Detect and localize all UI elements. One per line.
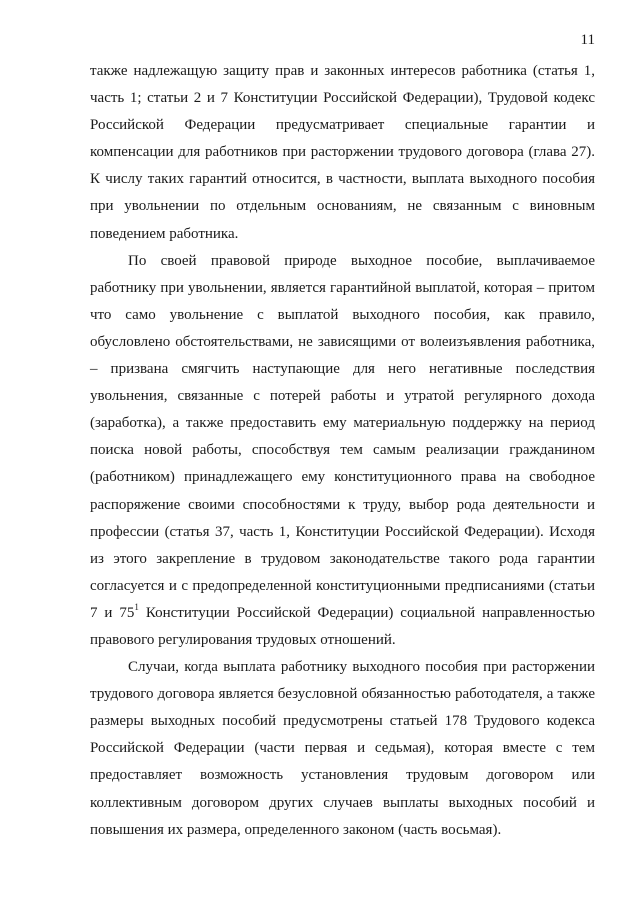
document-body [90,58,595,844]
paragraph-continuation: также надлежащую защиту прав и законных интересов работника (статья 1, часть 1; статьи 2 и 7 Конституции Российской Федерации), Трудовой кодекс Российской Федерации предусматривает специальные гарантии и компенсации для работников при расторжении трудового договора (глава 27). К числу таких гарантий относится, в частности, выплата выходного пособия при увольнении по отдельным основаниям, не связанным с виновным поведением работника. [90,63,595,242]
paragraph-text-part: По своей правовой природе выходное пособие, выплачиваемое работнику при увольнении, является гарантийной выплатой, которая – притом что само увольнение с выплатой выходного пособия, как правило, обусловлено обстоятельствами, не зависящими от волеизъявления работника, – призвана смягчить наступающие для него негативные последствия увольнения, связанные с потерей работы и утратой регулярного дохода (заработка), а также предоставить ему материальную поддержку на период поиска новой работы, способствуя тем самым реализации гражданином (работником) принадлежащего ему конституционного права на свободное распоряжение своими способностями к труду, выбор рода деятельности и профессии (статья 37, часть 1, Конституции Российской Федерации). Исходя из этого закрепление в трудовом законодательстве такого рода гарантии согласуется и с предопределенной конституционными предписаниями (статьи 7 и 75 [90,252,595,621]
paragraph-text-part: Конституции Российской Федерации) социальной направленностью правового регулирования трудовых отношений. [90,604,596,648]
article-superscript: 1 [134,601,139,612]
paragraph-legal-nature [90,248,595,654]
paragraph-cases: Случаи, когда выплата работнику выходного пособия при расторжении трудового договора является безусловной обязанностью работодателя, а также размеры выходных пособий предусмотрены статьей 178 Трудового кодекса Российской Федерации (части первая и седьмая), которая вместе с тем предоставляет возможность установления трудовым договором или коллективным договором других случаев выплаты выходных пособий и повышения их размера, определенного законом (часть восьмая). [90,659,595,838]
page-number: 11 [580,32,595,48]
